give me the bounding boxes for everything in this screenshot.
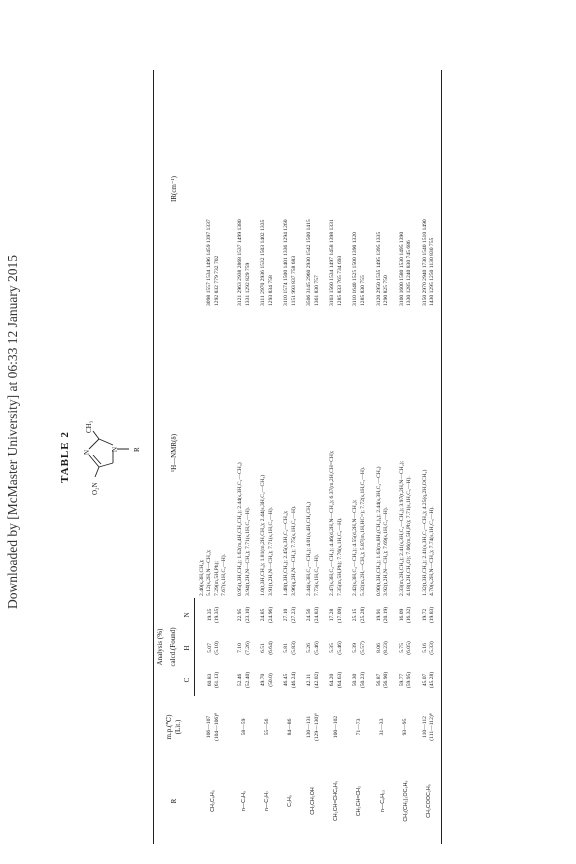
ring-n1-label: N <box>111 446 119 452</box>
header-c: C <box>181 664 195 696</box>
cell-n-line: 16.09 <box>398 608 405 622</box>
cell-ir-line: 1330 1285 1240 830 745 686 <box>406 240 413 306</box>
cell-c-line: (52.40) <box>244 671 251 689</box>
cell-nmr-line: 3.94(t,2H,N—CH₂); 7.71(s,1H,C₅—H). <box>244 506 251 596</box>
cell-nmr-line: 1.0(t,3H,CH₃); 1.81(m,2H,CH₂); 2.44(s,3H,C₂—CH₃) <box>260 474 267 596</box>
cell-c <box>395 664 418 696</box>
cell-n <box>325 598 348 632</box>
cell-nmr <box>325 308 348 598</box>
cell-h-line: 5.75 <box>398 643 405 653</box>
cell-n-line: 19.35 <box>206 608 213 622</box>
cell-n <box>395 598 418 632</box>
cell-n-line: (25.28) <box>360 606 367 624</box>
cell-ir <box>325 70 348 308</box>
data-table <box>153 70 442 844</box>
table-caption: TABLE 2 <box>59 431 71 483</box>
table-row <box>395 70 418 844</box>
cell-nmr-line: 7.35(m,5H,Ph); 7.76(s,1H,C₅—H). <box>336 517 343 596</box>
cell-ir <box>279 70 302 308</box>
cell-h <box>302 632 325 664</box>
cell-h <box>372 632 395 664</box>
cell-mp-line: (104—106)⁸ <box>213 712 220 742</box>
cell-h-line: 5.07 <box>206 643 213 653</box>
cell-nmr-line: 2.44(s,3H,C₂—CH₃); 4.01(s,4H,CH₂CH₂) <box>306 501 313 596</box>
cell-c-line: (50.0) <box>267 673 274 687</box>
cell-substituent: CH₂CH₂OH <box>310 787 317 815</box>
cell-nmr-line: 4.18(t,2H,CH₂O); 7.06(m,5H,Ph); 7.71(s,1H,C₅—H). <box>406 476 413 596</box>
cell-ir <box>348 70 371 308</box>
cell-n <box>302 598 325 632</box>
cell-nmr <box>233 308 256 598</box>
cell-h <box>418 632 442 664</box>
cell-ir-line: 3150 2970 2940 1730 1540 1510 1490 <box>421 219 428 306</box>
cell-ir-line: 3103 1560 1534 1497 1458 1398 1331 <box>329 219 336 306</box>
cell-ir-line: 3098 1557 1534 1496 1459 1397 1337 <box>206 219 213 306</box>
cell-substituent: CH₂CH=CH₂ <box>356 785 363 817</box>
cell-ir-line: 1331 1292 829 759 <box>244 262 251 306</box>
header-nmr: ¹H—NMR(δ) <box>154 308 195 598</box>
cell-h <box>279 632 302 664</box>
cell-mp <box>195 696 233 758</box>
cell-n-line: 19.72 <box>421 608 428 622</box>
cell-n <box>418 598 442 632</box>
cell-ir <box>233 70 256 308</box>
cell-mp <box>325 696 348 758</box>
cell-n-line: (27.23) <box>290 606 297 624</box>
cell-substituent: CH₂CH=CHC₆H₅ <box>333 780 340 822</box>
table-row <box>279 70 302 844</box>
cell-c-line: (46.24) <box>290 671 297 689</box>
cell-ir-line: 3110 1574 1500 1401 1336 1294 1260 <box>283 219 290 306</box>
cell-n <box>372 598 395 632</box>
cell-nmr-line: 5.32(m,2H,—CH₂); 5.87(m,1H,HC=); 7.72(s,1H,C₅—H). <box>360 466 367 596</box>
cell-n-line: (20.19) <box>383 606 390 624</box>
substituent-label: R <box>133 447 141 452</box>
cell-nmr <box>348 308 371 598</box>
cell-nmr-line: 4.70(s,2H,N—CH₂); 7.74(s,1H,C₅—H). <box>429 506 436 596</box>
header-mp <box>154 696 195 758</box>
table-row <box>418 70 442 844</box>
cell-ir-line: 3121 2963 2938 2868 1537 1499 1380 <box>237 219 243 306</box>
cell-c <box>418 664 442 696</box>
cell-n-line: (16.32) <box>406 606 413 624</box>
cell-c-line: 49.70 <box>260 673 267 687</box>
cell-substituent: n—C₄H₉ <box>240 790 247 812</box>
cell-mp <box>372 696 395 758</box>
cell-h-line: (7.26) <box>244 641 251 655</box>
table-row <box>195 70 233 844</box>
cell-mp-line: 31—33 <box>379 718 386 736</box>
cell-c-line: (56.90) <box>383 671 390 689</box>
table-row <box>325 70 348 844</box>
cell-nmr <box>279 308 302 598</box>
cell-ir <box>372 70 395 308</box>
cell-substituent: CH₃C₆H₅ <box>210 790 217 812</box>
cell-mp <box>279 696 302 758</box>
cell-ir-line: 3120 2950 1535 1495 1395 1335 <box>375 231 382 306</box>
cell-mp <box>302 696 325 758</box>
cell-c <box>302 664 325 696</box>
cell-n-line: 22.95 <box>237 608 243 622</box>
cell-h-line: 5.26 <box>306 643 313 653</box>
cell-n-line: 27.10 <box>283 608 290 622</box>
cell-c-line: (59.95) <box>406 671 413 689</box>
cell-h-line: (5.46) <box>336 641 343 655</box>
cell-ir-line: 1290 825 750 <box>383 275 390 306</box>
cell-n <box>348 598 371 632</box>
cell-nmr-line: 2.40(s,3H,CH₃); <box>198 559 205 596</box>
cell-n-line: (17.09) <box>336 606 343 624</box>
cell-mp-line: 110—112 <box>421 716 428 738</box>
cell-n-line: 24.85 <box>260 608 267 622</box>
ring-double-bond <box>93 455 101 464</box>
cell-h-line: (5.10) <box>214 641 221 655</box>
cell-n-line: (24.96) <box>267 606 274 624</box>
cell-n-line: (19.35) <box>214 606 221 624</box>
cell-ir-line: 1151 993 837 758 683 <box>290 255 297 306</box>
cell-c-line: 56.87 <box>375 673 382 687</box>
cell-mp-line: 106—107 <box>206 715 213 739</box>
cell-c-line: (42.02) <box>313 671 320 689</box>
methyl-bond <box>93 431 99 439</box>
cell-c <box>195 664 233 696</box>
cell-ir-line: 1430 1295 1250 1130 830 755 <box>429 237 436 306</box>
cell-h-line: (6.05) <box>406 641 413 655</box>
ring-bond-3 <box>99 439 113 445</box>
cell-c-line: (45.28) <box>429 671 436 689</box>
cell-n-line: 24.56 <box>306 608 313 622</box>
cell-c-line: (64.63) <box>336 671 343 689</box>
cell-c-line: 52.46 <box>237 673 243 687</box>
cell-ir-line: 3111 2970 2936 1532 1503 1402 1335 <box>260 219 267 306</box>
cell-h-line: (5.46) <box>313 641 320 655</box>
cell-c-line: 50.30 <box>352 673 359 687</box>
cell-nmr <box>395 308 418 598</box>
cell-n-line: (19.83) <box>429 606 436 624</box>
cell-nmr <box>372 308 395 598</box>
nitro-bond <box>95 467 99 477</box>
table-row <box>233 70 256 844</box>
cell-n <box>195 598 233 632</box>
cell-substituent: n—C₃H₇ <box>264 791 271 811</box>
cell-substituent: n—C₆H₁₃ <box>379 790 386 812</box>
header-calcd: calcd.(Found) <box>169 627 178 667</box>
cell-n <box>256 598 279 632</box>
cell-ir-line: 1361 830 757 <box>313 275 320 306</box>
cell-n-line: 19.91 <box>375 608 382 622</box>
cell-ir-line: 3110 1640 1525 1500 1390 1320 <box>352 232 359 306</box>
cell-mp-line: 71—73 <box>356 718 363 736</box>
methyl-label: CH₃ <box>85 420 93 433</box>
cell-h-line: 5.39 <box>352 643 359 653</box>
cell-nmr <box>195 308 233 598</box>
cell-ir <box>395 70 418 308</box>
cell-nmr-line: 3.91(t,2H,N—CH₂); 7.71(s,1H,C₅—H). <box>267 506 274 596</box>
cell-mp-line: 130—131 <box>306 715 313 739</box>
cell-nmr-line: 3.96(q,2H,N—CH₂); 7.75(s,1H,C₅—H). <box>290 505 297 596</box>
cell-ir-line: 1285 830 755 <box>360 275 367 306</box>
cell-h-line: 6.51 <box>260 643 267 653</box>
cell-ir-line: 3100 1600 1580 1530 1495 1390 <box>398 231 405 306</box>
imidazole-structure <box>69 407 143 507</box>
cell-nmr-line: 2.42(s,3H,C₂—CH₃); 4.55(d,2H,N—CH₂); <box>352 499 359 596</box>
ring-bond-2 <box>89 439 99 449</box>
cell-mp <box>233 696 256 758</box>
cell-mp <box>418 696 442 758</box>
cell-n <box>279 598 302 632</box>
cell-c <box>279 664 302 696</box>
table-canvas <box>43 70 565 844</box>
header-r: R <box>154 758 195 844</box>
cell-h-line: (5.57) <box>360 641 367 655</box>
table-row <box>372 70 395 844</box>
header-mp-lit: (Lit.) <box>174 719 183 735</box>
table-row <box>348 70 371 844</box>
cell-nmr-line: 7.29(m,5H,Ph); <box>213 561 220 596</box>
cell-ir-line: 1292 832 779 732 702 <box>213 255 220 306</box>
ring-n3-label: N <box>83 449 91 455</box>
cell-c <box>233 664 256 696</box>
cell-n-line: (24.83) <box>313 606 320 624</box>
header-mp-text: m.p.(℃) <box>164 714 173 740</box>
cell-n-line: 25.15 <box>352 608 359 622</box>
cell-n <box>233 598 256 632</box>
cell-nmr-line: 7.73(s,1H,C₅—H). <box>313 553 320 596</box>
cell-c <box>325 664 348 696</box>
cell-c <box>348 664 371 696</box>
cell-h <box>348 632 371 664</box>
cell-h-line: (8.23) <box>383 641 390 655</box>
cell-ir <box>195 70 233 308</box>
cell-h-line: 5.35 <box>329 643 336 653</box>
cell-c-line: (61.13) <box>214 671 221 689</box>
cell-nmr-line: 7.67(s,1H,C₅—H). <box>221 553 228 596</box>
cell-nmr-line: 0.90(t,3H,CH₃); 1.63(m,8H,(CH₂)₄); 2.44(s,3H,C₂—CH₃) <box>375 466 382 596</box>
cell-nmr-line: 2.47(s,3H,C₂—CH₃); 4.46(d,2H,N—CH₂); 6.37(m,2H,CH=CH); <box>329 450 336 596</box>
table-row <box>302 70 325 844</box>
cell-ir-line: 1293 834 758 <box>267 275 274 306</box>
cell-c-line: 59.77 <box>398 673 405 687</box>
cell-nmr <box>418 308 442 598</box>
cell-h-line: 7.10 <box>237 643 243 653</box>
cell-c-line: 46.45 <box>283 673 290 687</box>
cell-h <box>256 632 279 664</box>
cell-nmr-line: 2.33(m,2H,CH₂); 2.41(s,3H,C₂—CH₃); 3.97(t,2H,N—CH₂); <box>398 460 405 596</box>
watermark-text: Downloaded by [McMaster University] at 06:33 12 January 2015 <box>5 255 20 609</box>
cell-nmr <box>256 308 279 598</box>
nitro-label: O₂N <box>91 482 99 495</box>
cell-h-line: 8.06 <box>375 643 382 653</box>
cell-mp <box>256 696 279 758</box>
cell-c-line: 45.07 <box>421 673 428 687</box>
cell-nmr-line: 1.48(t,3H,CH₃); 2.45(s,3H,C₂—CH₃); <box>283 510 290 596</box>
cell-h <box>233 632 256 664</box>
cell-mp-line: (129—130)⁹ <box>313 712 320 742</box>
table-body <box>195 70 442 844</box>
cell-substituent: C₂H₅ <box>287 795 294 807</box>
cell-nmr-line: 1.32(t,3H,CH₃); 2.41(s,3H,C₂—CH₃); 4.25(q,2H,OCH₂) <box>421 469 428 596</box>
cell-ir-line: 1285 833 765 734 693 <box>336 255 343 306</box>
cell-substituent: CH₂(CH₂)₃OC₆H₅ <box>402 780 409 822</box>
cell-ir <box>302 70 325 308</box>
cell-substituent: CH₂COOC₂H₅ <box>418 758 442 844</box>
cell-mp-line: 100—102 <box>333 715 340 739</box>
cell-mp-line: 55—56 <box>263 718 270 736</box>
cell-nmr-line: 3.92(t,2H,N—CH₂); 7.69(s,1H,C₅—H). <box>383 506 390 596</box>
cell-mp-line: 58—59 <box>240 718 247 736</box>
cell-ir <box>256 70 279 308</box>
cell-mp <box>348 696 371 758</box>
cell-h-line: (5.83) <box>290 641 297 655</box>
cell-h-line: (6.64) <box>267 641 274 655</box>
cell-mp-line: 93—95 <box>402 718 409 736</box>
cell-nmr-line: 5.12(s,2H,N—CH₂); <box>206 549 213 596</box>
cell-nmr-line: 0.95(t,3H,CH₃); 1.62(m,4H,CH₂CH₂); 2.44(s,3H,C₂—CH₃) <box>237 462 243 596</box>
cell-mp <box>395 696 418 758</box>
cell-c-line: (50.23) <box>360 671 367 689</box>
cell-n-line: (23.10) <box>244 606 251 624</box>
header-analysis: Analysis (%) <box>154 598 168 696</box>
table-row <box>256 70 279 844</box>
cell-mp-line: 84—86 <box>286 718 293 736</box>
header-n: N <box>181 598 195 632</box>
header-ir: IR(cm⁻¹) <box>154 70 195 308</box>
cell-mp-line: (111—112)⁸ <box>429 713 436 741</box>
cell-h-line: 5.81 <box>283 643 290 653</box>
cell-n-line: 17.28 <box>329 608 336 622</box>
rotated-page <box>43 70 565 844</box>
cell-h <box>325 632 348 664</box>
cell-nmr <box>302 308 325 598</box>
cell-h <box>195 632 233 664</box>
cell-c <box>256 664 279 696</box>
cell-c-line: 64.20 <box>329 673 336 687</box>
cell-h-line: 5.16 <box>421 643 428 653</box>
cell-c <box>372 664 395 696</box>
cell-c-line: 42.11 <box>306 673 313 687</box>
cell-ir <box>418 70 442 308</box>
cell-h <box>395 632 418 664</box>
cell-c-line: 60.83 <box>206 673 213 687</box>
cell-h-line: (5.33) <box>429 641 436 655</box>
header-h: H <box>181 632 195 664</box>
cell-ir-line: 3506 3145 2960 2930 1542 1500 1415 <box>306 219 313 306</box>
